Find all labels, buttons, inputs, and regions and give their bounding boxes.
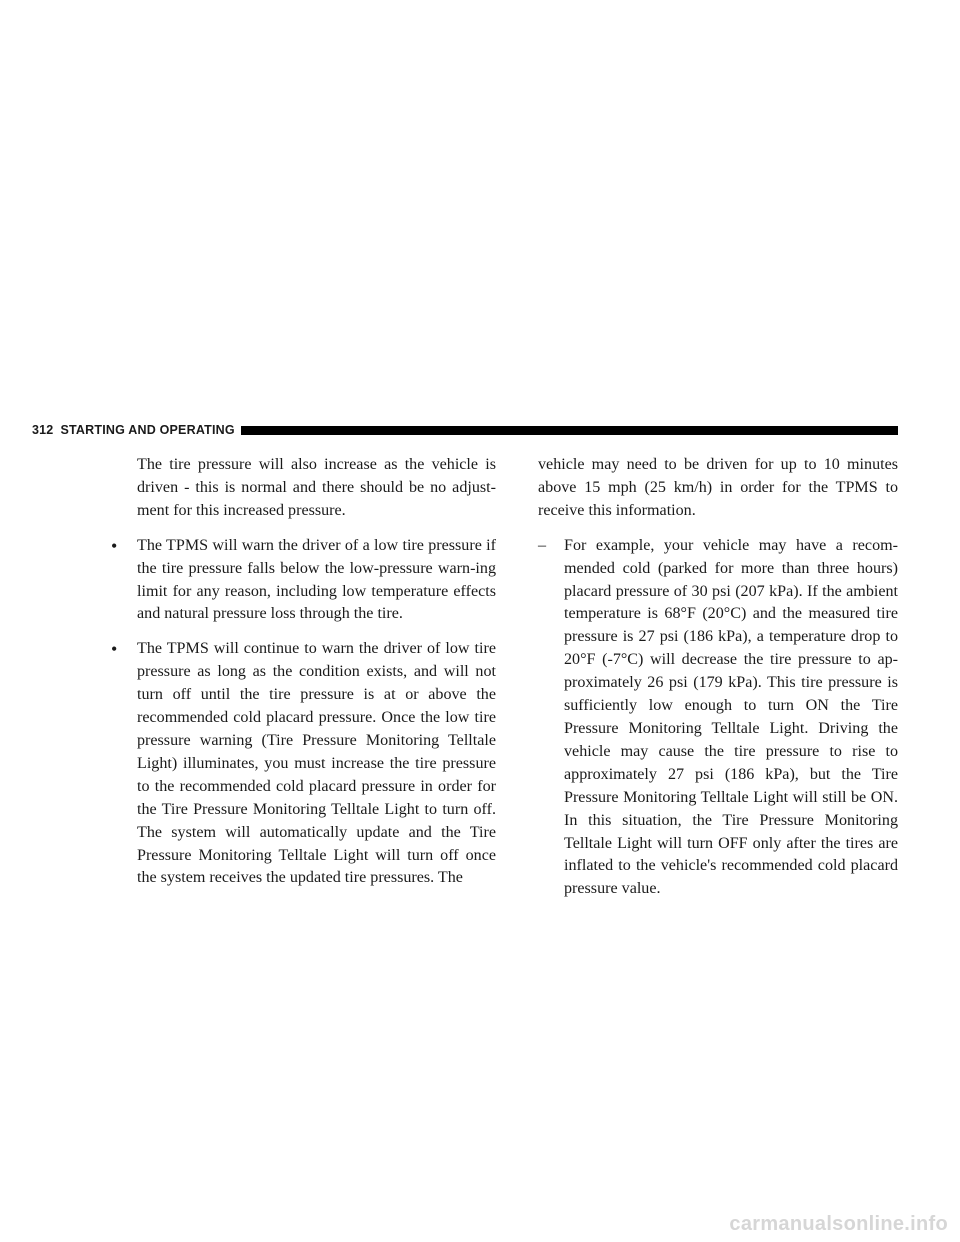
right-column bbox=[538, 454, 898, 901]
left-column bbox=[111, 454, 496, 902]
dash-icon: – bbox=[538, 536, 547, 554]
bullet-text: The TPMS will continue to warn the driver of low tire pressure as long as the condition exists, and will not turn off until the tire pressure is at or above the recommended cold placard pressure. Once the low tire pressure warning (Tire Pressure Monitoring Telltale Light) illuminates, you must increase the tire pressure to the recommended cold placard pressure in order for the Tire Pressure Monitoring Telltale Light to turn off. The system will automatically update and the Tire Pressure Monitoring Telltale Light will turn off once the system receives the updated tire pressures. The bbox=[137, 640, 496, 887]
section-title: STARTING AND OPERATING bbox=[60, 423, 235, 437]
intro-paragraph: The tire pressure will also increase as the vehicle is driven - this is normal and there should be no adjust-ment for this increased pressure. bbox=[137, 456, 496, 519]
bullet-item bbox=[111, 535, 496, 627]
watermark-logo: carmanualsonline.info bbox=[729, 1213, 948, 1235]
page-number: 312 bbox=[32, 423, 54, 437]
continuation-paragraph: vehicle may need to be driven for up to 10 minutes above 15 mph (25 km/h) in order for the TPMS to receive this information. bbox=[538, 456, 898, 519]
bullet-icon: • bbox=[111, 639, 118, 660]
dash-item-text: For example, your vehicle may have a recom-mended cold (parked for more than three hours) placard pressure of 30 psi (207 kPa). If the ambient temperature is 68°F (20°C) and the measured tire pressure is 27 psi (186 kPa), a temperature drop to 20°F (-7°C) will decrease the tire pressure to ap-proximately 26 psi (179 kPa). This tire pressure is sufficiently low enough to turn ON the Tire Pressure Monitoring Telltale Light. Driving the vehicle may cause the tire pressure to rise to approximately 27 psi (186 kPa), but the Tire Pressure Monitoring Telltale Light will still be ON. In this situation, the Tire Pressure Monitoring Telltale Light will turn OFF only after the tires are inflated to the vehicle's recommended cold placard pressure value. bbox=[564, 536, 898, 898]
bullet-text: The TPMS will warn the driver of a low tire pressure if the tire pressure falls below the low-pressure warn-ing limit for any reason, including low temperature effects and natural pressure loss through the tire. bbox=[137, 536, 496, 623]
page-header bbox=[32, 421, 898, 439]
header-rule bbox=[241, 426, 898, 435]
bullet-icon: • bbox=[111, 535, 118, 556]
bullet-item bbox=[111, 638, 496, 890]
dash-list-item bbox=[538, 535, 898, 902]
